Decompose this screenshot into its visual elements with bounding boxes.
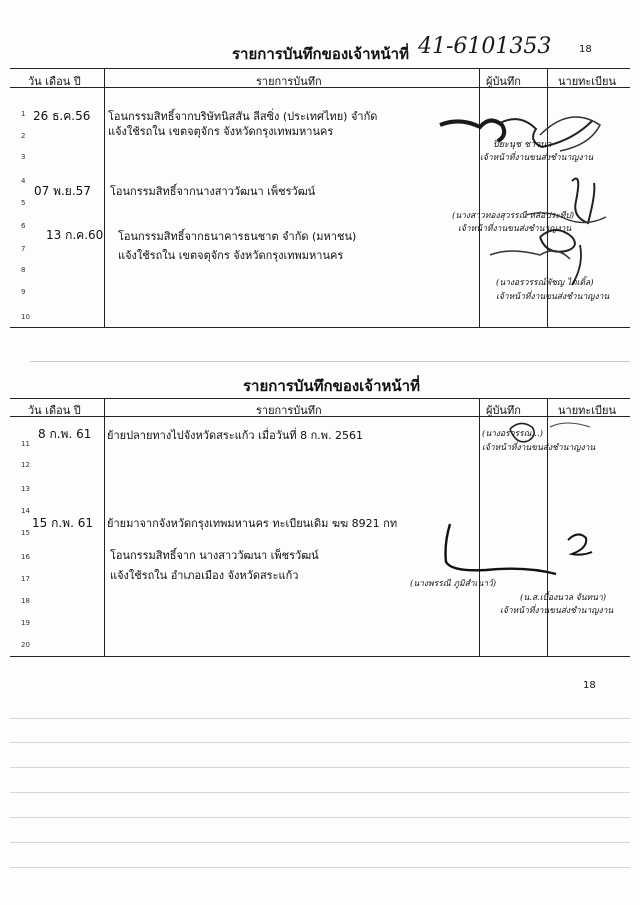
upper-table-top-border	[10, 68, 630, 69]
row-number: 15	[21, 529, 30, 537]
row-number: 7	[21, 245, 26, 253]
header-registrar: นายทะเบียน	[558, 404, 617, 417]
signature-title: เจ้าหน้าที่งานขนส่งชำนาญงาน	[482, 443, 596, 453]
row-number: 2	[21, 132, 26, 140]
header-registrar: นายทะเบียน	[558, 75, 617, 88]
header-date: วัน เดือน ปี	[28, 75, 81, 88]
entry-line: แจ้งใช้รถใน เขตจตุจักร จังหวัดกรุงเทพมหานคร	[108, 125, 334, 138]
ruled-line	[10, 742, 630, 743]
header-recorder: ผู้บันทึก	[486, 404, 521, 417]
row-number: 4	[21, 177, 26, 185]
row-number: 11	[21, 440, 30, 448]
signature-name: (นางอรวรรณ...)	[482, 429, 543, 439]
entry-line: ย้ายปลายทางไปจังหวัดสระแก้ว เมื่อวันที่ 8 ก.พ. 2561	[107, 429, 364, 442]
row-number: 20	[21, 641, 30, 649]
handwritten-registration-number: 41-6101353	[418, 34, 552, 59]
entry-line: แจ้งใช้รถใน เขตจตุจักร จังหวัดกรุงเทพมหานคร	[118, 249, 344, 262]
signature-name: (นางพรรณี ภูมิสำเนาว์)	[410, 579, 497, 589]
row-number: 10	[21, 313, 30, 321]
entry-line: โอนกรรมสิทธิ์จากธนาคารธนชาต จำกัด (มหาชน)	[118, 230, 357, 243]
lower-title: รายการบันทึกของเจ้าหน้าที่	[243, 377, 420, 395]
entry-line: ย้ายมาจากจังหวัดกรุงเทพมหานคร ทะเบียนเดิม ฆฆ 8921 กท	[107, 517, 398, 530]
entry-date: 07 พ.ย.57	[34, 184, 91, 198]
signature-title: เจ้าหน้าที่งานขนส่งชำนาญงาน	[500, 606, 614, 616]
row-number: 8	[21, 266, 26, 274]
signature-name: ปิยะนุช ชาวนา	[493, 140, 552, 150]
row-number: 14	[21, 507, 30, 515]
header-record: รายการบันทึก	[256, 75, 322, 88]
entry-date: 13 ก.ค.60	[46, 228, 104, 242]
header-date: วัน เดือน ปี	[28, 404, 81, 417]
upper-page-number: 18	[579, 44, 592, 55]
signature-name: (น.ส.เบื้องนวล จันทนา)	[520, 593, 607, 603]
ruled-line	[10, 842, 630, 843]
header-record: รายการบันทึก	[256, 404, 322, 417]
row-number: 17	[21, 575, 30, 583]
signature-name: (นางสาวทองสุวรรณี หล่อประทีป)	[452, 211, 575, 221]
signature-title: เจ้าหน้าที่งานขนส่งชำนาญงาน	[458, 224, 572, 234]
row-number: 1	[21, 110, 26, 118]
entry-line: แจ้งใช้รถใน อำเภอเมือง จังหวัดสระแก้ว	[110, 569, 299, 582]
signature-title: เจ้าหน้าที่งานขนส่งชำนาญงาน	[480, 153, 594, 163]
entry-line: โอนกรรมสิทธิ์จาก นางสาววัฒนา เพ็ชรวัฒน์	[110, 549, 319, 562]
lower-page-number: 18	[583, 680, 596, 691]
row-number: 9	[21, 288, 26, 296]
upper-signature-scribbles	[430, 95, 630, 305]
upper-title: รายการบันทึกของเจ้าหน้าที่	[232, 45, 409, 63]
lower-table-top-border	[10, 398, 630, 399]
ruled-line	[10, 867, 630, 868]
entry-date: 26 ธ.ค.56	[33, 109, 91, 123]
row-number: 16	[21, 553, 30, 561]
row-number: 6	[21, 222, 26, 230]
upper-col-divider-date	[104, 68, 105, 328]
entry-date: 15 ก.พ. 61	[32, 516, 93, 530]
row-number: 12	[21, 461, 30, 469]
lower-col-divider-date	[104, 398, 105, 657]
entry-line: โอนกรรมสิทธิ์จากบริษัทนิสสัน ลีสซิ่ง (ประเทศไทย) จำกัด	[108, 110, 378, 123]
row-number: 3	[21, 153, 26, 161]
signature-name: (นางอรวรรณ์พัชญ ไตเติ้ล)	[496, 278, 594, 288]
page-break-line	[30, 361, 630, 362]
row-number: 19	[21, 619, 30, 627]
signature-title: เจ้าหน้าที่งานขนส่งชำนาญงาน	[496, 292, 610, 302]
ruled-line	[10, 718, 630, 719]
row-number: 18	[21, 597, 30, 605]
ruled-line	[10, 792, 630, 793]
row-number: 13	[21, 485, 30, 493]
row-number: 5	[21, 199, 26, 207]
header-recorder: ผู้บันทึก	[486, 75, 521, 88]
lower-table-bottom-border	[10, 656, 630, 657]
ruled-line	[10, 817, 630, 818]
upper-table-bottom-border	[10, 327, 630, 328]
ruled-line	[10, 767, 630, 768]
entry-line: โอนกรรมสิทธิ์จากนางสาววัฒนา เพ็ชรวัฒน์	[110, 185, 316, 198]
entry-date: 8 ก.พ. 61	[38, 427, 92, 441]
